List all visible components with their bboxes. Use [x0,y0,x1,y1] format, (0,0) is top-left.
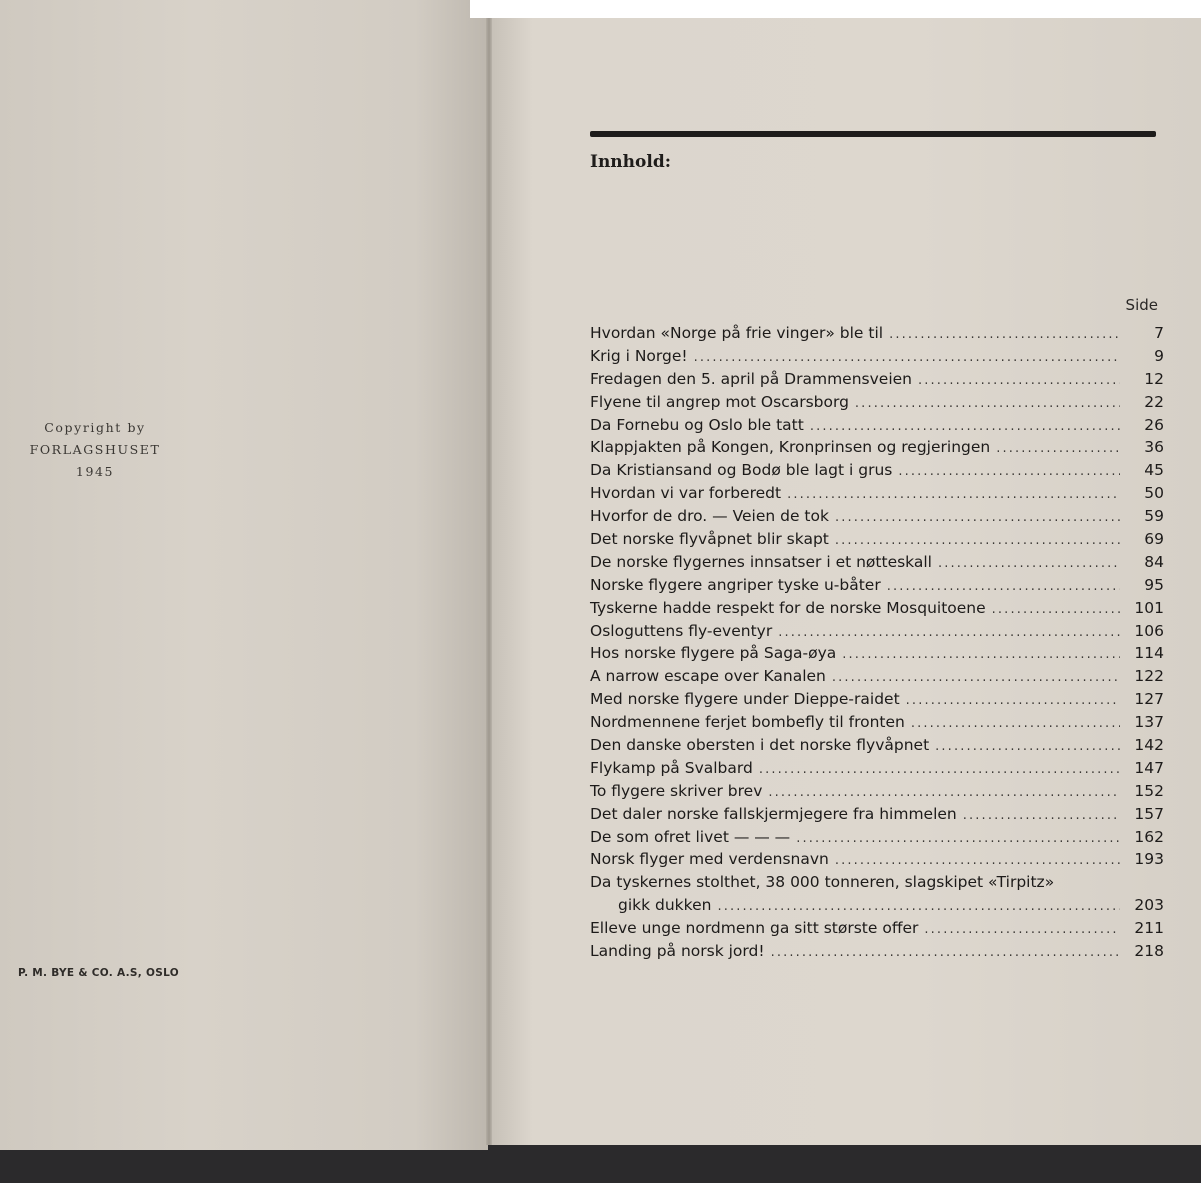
toc-entry [590,826,1164,849]
toc-entry [590,871,1164,894]
heading-rule [590,131,1156,137]
toc-entry-page: 218 [1134,942,1164,961]
toc-entry-title: Nordmennene ferjet bombefly til fronten [590,713,905,732]
toc-entry [590,574,1164,597]
toc-entry-title: Med norske flygere under Dieppe-raidet [590,690,900,709]
toc-leader-dots [771,942,1120,965]
toc-leader-dots [992,599,1120,622]
toc-entry-title: Klappjakten på Kongen, Kronprinsen og regjeringen [590,438,991,457]
copyright-block [0,417,190,483]
toc-entry-page: 69 [1144,530,1164,549]
table-of-contents [590,322,1164,963]
printer-imprint: P. M. BYE & CO. A.S, OSLO [18,967,179,979]
toc-entry [590,688,1164,711]
toc-entry-title: Den danske obersten i det norske flyvåpnet [590,736,930,755]
toc-entry-page: 203 [1134,896,1164,915]
toc-leader-dots [887,576,1120,599]
toc-entry-page: 84 [1144,552,1164,571]
toc-entry-page: 59 [1144,507,1164,526]
toc-entry-page: 95 [1144,575,1164,594]
toc-entry-title: Norsk flyger med verdensnavn [590,850,829,869]
toc-leader-dots [832,667,1120,690]
toc-entry [590,894,1164,917]
toc-leader-dots [938,553,1120,576]
toc-entry-title: To flygere skriver brev [590,781,763,800]
toc-leader-dots [787,484,1120,507]
toc-leader-dots [889,324,1120,347]
toc-entry-title: Krig i Norge! [590,346,688,365]
toc-entry [590,345,1164,368]
toc-entry [590,436,1164,459]
copyright-year: 1945 [75,464,115,479]
toc-entry-title: De norske flygernes innsatser i et nøtteskall [590,552,932,571]
toc-leader-dots [906,690,1120,713]
toc-entry [590,642,1164,665]
toc-entry-title: Det daler norske fallskjermjegere fra himmelen [590,804,957,823]
toc-entry-page: 101 [1134,598,1164,617]
toc-leader-dots [796,828,1120,851]
toc-entry-title: Landing på norsk jord! [590,942,765,961]
toc-leader-dots [935,736,1120,759]
toc-entry [590,848,1164,871]
toc-leader-dots [898,461,1120,484]
toc-entry-title: Hos norske flygere på Saga-øya [590,644,837,663]
toc-leader-dots [835,850,1120,873]
toc-leader-dots [842,644,1120,667]
background-strip [470,0,1201,18]
toc-leader-dots [694,347,1120,370]
toc-entry [590,597,1164,620]
toc-entry-page: 12 [1144,369,1164,388]
toc-entry [590,757,1164,780]
toc-leader-dots [778,622,1120,645]
toc-entry-page: 114 [1134,644,1164,663]
toc-entry-title: Flykamp på Svalbard [590,758,753,777]
toc-entry-title: Flyene til angrep mot Oscarsborg [590,392,849,411]
toc-entry [590,391,1164,414]
toc-entry-title: Fredagen den 5. april på Drammensveien [590,369,912,388]
toc-entry-page: 127 [1134,690,1164,709]
toc-entry [590,528,1164,551]
toc-entry-title: Hvorfor de dro. — Veien de tok [590,507,829,526]
toc-entry-page: 122 [1134,667,1164,686]
toc-leader-dots [918,370,1120,393]
toc-entry [590,734,1164,757]
toc-leader-dots [911,713,1120,736]
toc-entry [590,620,1164,643]
toc-entry-page: 9 [1154,346,1164,365]
toc-entry [590,414,1164,437]
page-column-label: Side [1125,296,1158,314]
toc-entry-title: Da Kristiansand og Bodø ble lagt i grus [590,461,893,480]
toc-entry-page: 152 [1134,781,1164,800]
toc-entry [590,940,1164,963]
toc-entry [590,780,1164,803]
publisher-name: FORLAGSHUSET [29,442,161,457]
toc-entry-title: Da Fornebu og Oslo ble tatt [590,415,804,434]
toc-entry-page: 26 [1144,415,1164,434]
toc-entry [590,665,1164,688]
toc-entry [590,368,1164,391]
toc-entry-page: 36 [1144,438,1164,457]
toc-entry-page: 45 [1144,461,1164,480]
toc-entry [590,917,1164,940]
toc-entry-page: 147 [1134,758,1164,777]
toc-entry [590,459,1164,482]
toc-entry [590,711,1164,734]
toc-entry-page: 211 [1134,919,1164,938]
toc-heading: Innhold: [590,152,671,172]
toc-entry-page: 7 [1154,324,1164,342]
toc-entry-title: Tyskerne hadde respekt for de norske Mosquitoene [590,598,986,617]
toc-leader-dots [810,416,1120,439]
toc-entry-title: gikk dukken [618,896,712,915]
toc-entry-page: 22 [1144,392,1164,411]
toc-entry-title: A narrow escape over Kanalen [590,667,826,686]
toc-entry-title: De som ofret livet — — — [590,827,791,846]
copyright-line: Copyright by [44,420,146,435]
toc-entry [590,551,1164,574]
toc-leader-dots [768,782,1120,805]
toc-entry-page: 50 [1144,484,1164,503]
toc-entry-page: 162 [1134,827,1164,846]
toc-leader-dots [924,919,1120,942]
toc-entry-title: Hvordan «Norge på frie vinger» ble til [590,324,884,342]
toc-entry-title: Elleve unge nordmenn ga sitt største offer [590,919,919,938]
toc-leader-dots [996,438,1120,461]
book-spine [486,0,492,1145]
toc-leader-dots [759,759,1120,782]
toc-entry-title: Osloguttens fly-eventyr [590,621,773,640]
toc-leader-dots [855,393,1120,416]
toc-entry [590,803,1164,826]
toc-entry [590,505,1164,528]
toc-entry [590,482,1164,505]
toc-entry-title: Hvordan vi var forberedt [590,484,782,503]
toc-entry-page: 106 [1134,621,1164,640]
toc-entry-page: 142 [1134,736,1164,755]
toc-entry-title: Norske flygere angriper tyske u-båter [590,575,881,594]
toc-entry [590,322,1164,345]
toc-entry-page: 137 [1134,713,1164,732]
toc-entry-page: 193 [1134,850,1164,869]
toc-leader-dots [835,507,1120,530]
toc-entry-page: 157 [1134,804,1164,823]
toc-leader-dots [717,896,1120,919]
toc-entry-title: Da tyskernes stolthet, 38 000 tonneren, slagskipet «Tirpitz» [590,873,1055,892]
toc-leader-dots [835,530,1120,553]
toc-entry-title: Det norske flyvåpnet blir skapt [590,530,829,549]
toc-leader-dots [963,805,1120,828]
